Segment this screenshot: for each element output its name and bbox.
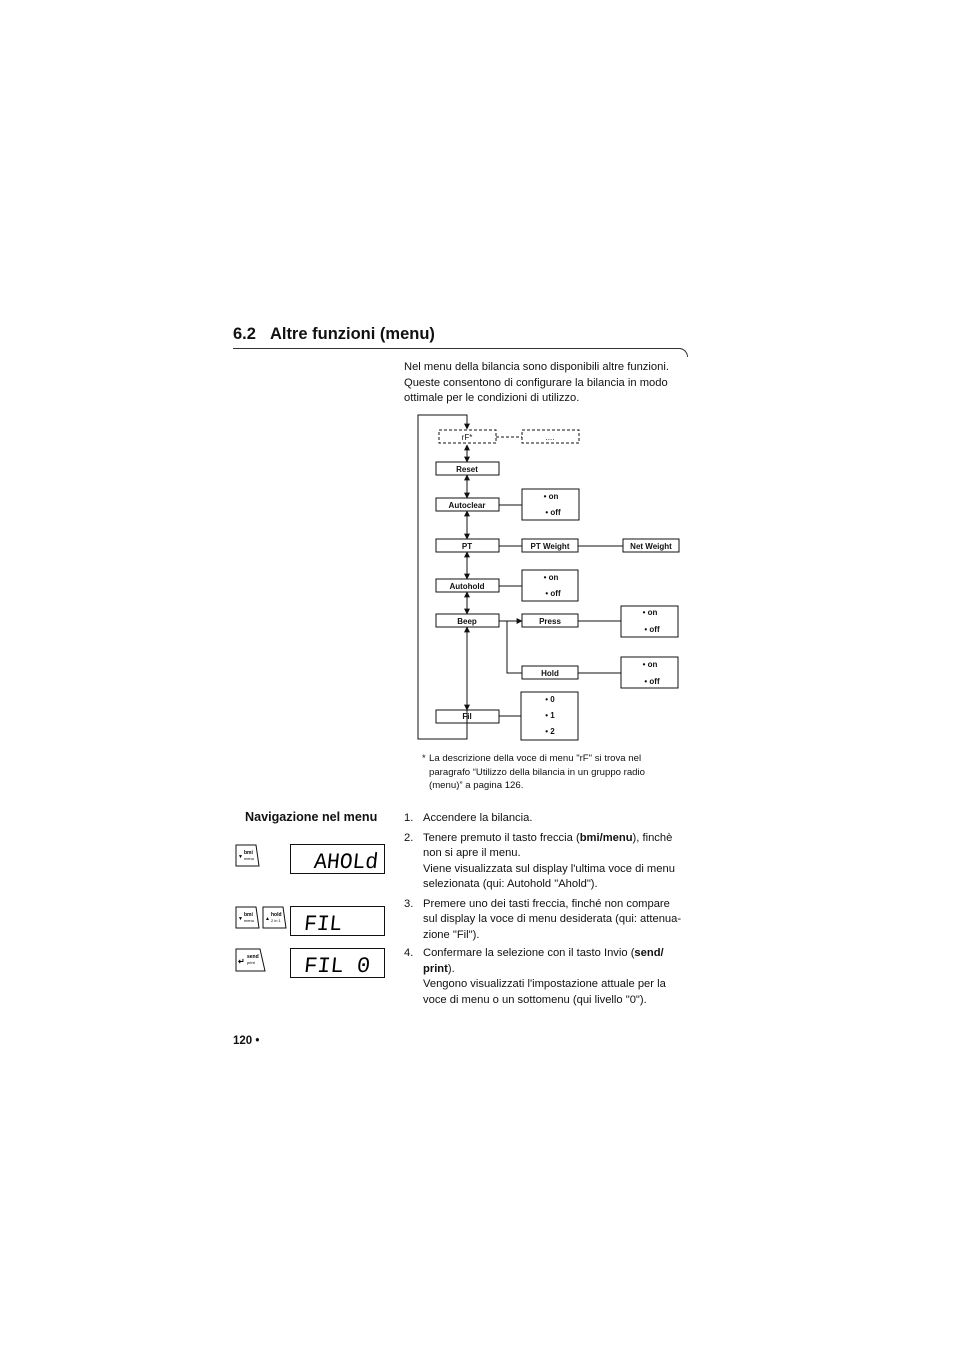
display-text: AHOLd: [312, 850, 382, 875]
heading-rule: [233, 348, 681, 349]
step-text: sul display la voce di menu desiderata (qui: attenua-: [423, 913, 682, 925]
step-text: Premere uno dei tasti freccia, finché non compare: [423, 897, 670, 910]
step-text: voce di menu o un sottomenu (qui livello "0").: [423, 993, 647, 1006]
step-line: [423, 912, 704, 928]
step-number: 4.: [404, 947, 414, 959]
section-number: 6.2: [233, 325, 256, 343]
label-ptweight: PT Weight: [530, 542, 570, 551]
step-line: [423, 862, 704, 878]
key-label-bottom: print: [247, 960, 255, 965]
display-fil: [290, 906, 386, 938]
step-line: [423, 831, 704, 847]
navigation-heading: Navigazione nel menu: [245, 810, 378, 824]
step-line: [423, 928, 704, 944]
hold-key[interactable]: [262, 906, 288, 930]
footnote-line: (menu)” a pagina 126.: [429, 780, 524, 791]
intro-line: ottimale per le condizioni di utilizzo.: [404, 392, 580, 404]
step-text: Confermare la selezione con il tasto Invio (: [423, 947, 635, 959]
step-line: [423, 946, 704, 962]
key-name: print: [423, 962, 448, 975]
key-label-top: bmi: [244, 912, 253, 918]
step-1: [404, 811, 704, 827]
key-name: bmi/menu: [579, 831, 633, 844]
label-hold: Hold: [541, 669, 559, 678]
arrow-up-icon: ▲: [265, 916, 270, 922]
display-fil-0: [290, 948, 386, 980]
intro-line: Queste consentono di configurare la bilancia in modo: [404, 376, 668, 389]
label-press: Press: [539, 617, 561, 626]
footnote: [422, 752, 645, 793]
label-autohold: Autohold: [449, 582, 485, 591]
loop-connector: [418, 415, 467, 739]
step-text: Accendere la bilancia.: [423, 812, 533, 824]
label-pt: PT: [461, 542, 473, 551]
arrow-down-icon: ▼: [238, 854, 243, 860]
key-label-top: bmi: [244, 850, 253, 856]
heading-rule-corner: [676, 348, 688, 357]
step-text: ).: [447, 962, 455, 975]
send-print-key[interactable]: [235, 948, 267, 974]
page-number: 120 •: [233, 1035, 260, 1047]
step-line: [423, 877, 704, 893]
step-text: ), finchè: [632, 831, 673, 844]
step-number: 3.: [404, 897, 414, 910]
section-title: Altre funzioni (menu): [269, 325, 435, 343]
option-on: • on: [543, 573, 559, 582]
option-on: • on: [543, 492, 559, 501]
enter-icon: ↵: [238, 957, 245, 966]
step-text: non si apre il menu.: [423, 847, 521, 859]
arrow-down-icon: ▼: [238, 916, 243, 922]
bmi-menu-key[interactable]: [235, 844, 261, 868]
display-ahold: [290, 844, 386, 876]
step-line: [423, 846, 704, 862]
option-on: • on: [642, 660, 658, 669]
intro-paragraph: [404, 360, 694, 407]
step-4: [404, 946, 704, 1008]
key-label-top: hold: [271, 912, 282, 918]
section-heading: [233, 325, 435, 344]
step-2: [404, 831, 704, 893]
option-1: • 1: [545, 711, 555, 720]
step-line: [423, 897, 704, 913]
footnote-marker: *: [422, 753, 426, 764]
option-off: • off: [644, 625, 660, 634]
label-fil: Fil: [462, 712, 472, 721]
label-reset: Reset: [456, 465, 478, 474]
step-text: selezionata (qui: Autohold "Ahold").: [423, 878, 598, 890]
step-number: 1.: [404, 812, 414, 824]
step-text: Vengono visualizzati l'impostazione attuale per la: [423, 978, 666, 990]
label-beep: Beep: [457, 617, 477, 626]
connector-beep-hold: [507, 621, 522, 673]
key-label-top: send: [247, 954, 259, 960]
navigation-steps: [404, 811, 704, 1008]
label-netweight: Net Weight: [630, 542, 672, 551]
key-label-bottom: menu: [244, 918, 255, 923]
step-3: [404, 897, 704, 944]
step-text: Viene visualizzata sul display l'ultima voce di menu: [423, 862, 675, 875]
step-text: zione "Fil").: [423, 928, 480, 941]
step-line: [423, 977, 704, 993]
step-text: Tenere premuto il tasto freccia (: [423, 831, 580, 844]
footnote-line: paragrafo “Utilizzo della bilancia in un gruppo radio: [429, 766, 645, 778]
label-rf: rF*: [461, 433, 473, 442]
option-off: • off: [644, 677, 660, 686]
step-line: [423, 962, 704, 978]
intro-line: Nel menu della bilancia sono disponibili altre funzioni.: [404, 361, 669, 373]
option-off: • off: [545, 589, 561, 598]
option-2: • 2: [545, 727, 555, 736]
option-off: • off: [545, 508, 561, 517]
display-text: FIL 0: [302, 954, 372, 979]
display-text: FIL: [302, 912, 345, 937]
step-number: 2.: [404, 831, 414, 844]
option-0: • 0: [545, 695, 555, 704]
option-on: • on: [642, 608, 658, 617]
key-name: send/: [634, 947, 664, 959]
step-line: [423, 993, 704, 1009]
label-rf-more: ....: [545, 433, 555, 442]
footnote-line: La descrizione della voce di menu "rF" si trova nel: [429, 753, 642, 764]
key-label-bottom: menu: [244, 856, 255, 861]
key-label-bottom: 2 in 1: [271, 918, 281, 923]
step-line: [423, 811, 704, 827]
label-autoclear: Autoclear: [448, 501, 486, 510]
bmi-menu-key[interactable]: [235, 906, 261, 930]
menu-diagram: [410, 408, 695, 743]
